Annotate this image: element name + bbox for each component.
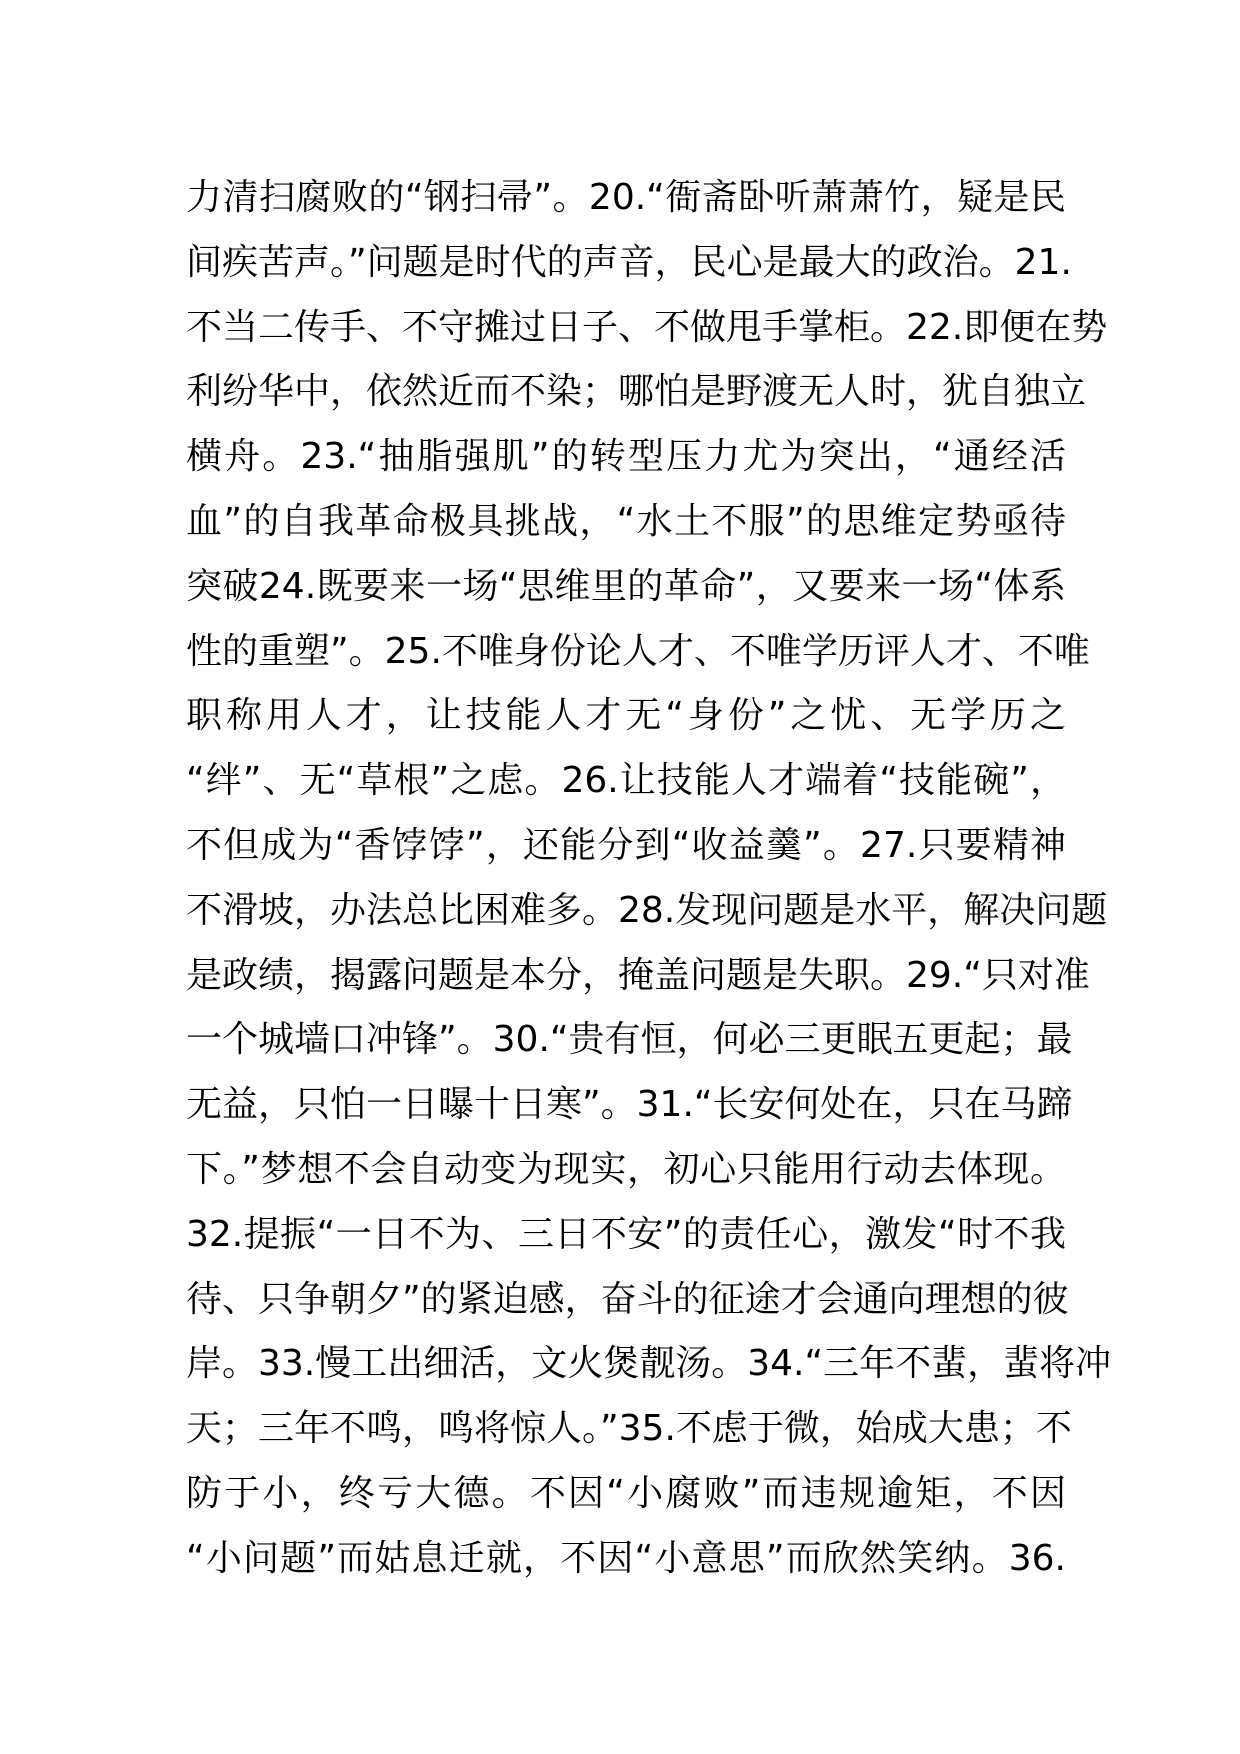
text-line: 防于小，终亏大德。不因“小腐败”而违规逾矩，不因 bbox=[186, 1472, 1066, 1514]
text-line: “绊”、无“草根”之虑。26.让技能人才端着“技能碗”， bbox=[186, 760, 1066, 802]
text-line: 待、只争朝夕”的紧迫感，奋斗的征途才会通向理想的彼 bbox=[186, 1278, 1069, 1320]
text-line: 不滑坡，办法总比困难多。28.发现问题是水平，解决问题 bbox=[186, 889, 1108, 931]
text-line: 一个城墙口冲锋”。30.“贵有恒，何必三更眠五更起；最 bbox=[186, 1019, 1073, 1061]
body-text bbox=[186, 166, 1112, 1592]
text-line: “小问题”而姑息迁就，不因“小意思”而欣然笑纳。36. bbox=[186, 1537, 1066, 1579]
text-line: 下。”梦想不会自动变为现实，初心只能用行动去体现。 bbox=[186, 1148, 1066, 1190]
text-line: 是政绩，揭露问题是本分，掩盖问题是失职。29.“只对准 bbox=[186, 954, 1090, 996]
text-line: 力清扫腐败的“钢扫帚”。20.“衙斋卧听萧萧竹，疑是民 bbox=[186, 177, 1066, 218]
text-line: 突破24.既要来一场“思维里的革命”，又要来一场“体系 bbox=[186, 565, 1066, 607]
text-line: 职称用人才，让技能人才无“身份”之忧、无学历之 bbox=[186, 695, 1066, 737]
text-line: 性的重塑”。25.不唯身份论人才、不唯学历评人才、不唯 bbox=[186, 630, 1090, 672]
text-line: 无益，只怕一日曝十日寒”。31.“长安何处在，只在马蹄 bbox=[186, 1084, 1073, 1126]
text-line: 32.提振“一日不为、三日不安”的责任心，激发“时不我 bbox=[186, 1213, 1066, 1255]
text-line: 不当二传手、不守摊过日子、不做甩手掌柜。22.即便在势 bbox=[186, 306, 1108, 348]
text-line: 横舟。23.“抽脂强肌”的转型压力尤为突出，“通经活 bbox=[186, 436, 1066, 478]
text-line: 天；三年不鸣，鸣将惊人。”35.不虑于微，始成大患；不 bbox=[186, 1408, 1072, 1450]
text-line: 血”的自我革命极具挑战，“水土不服”的思维定势亟待 bbox=[186, 500, 1066, 542]
text-line: 不但成为“香饽饽”，还能分到“收益羹”。27.只要精神 bbox=[186, 824, 1066, 866]
text-line: 间疾苦声。”问题是时代的声音，民心是最大的政治。21. bbox=[186, 241, 1072, 283]
text-line: 利纷华中，依然近而不染；哪怕是野渡无人时，犹自独立 bbox=[186, 371, 1087, 413]
text-line: 岸。33.慢工出细活，文火煲靓汤。34.“三年不蜚，蜚将冲 bbox=[186, 1343, 1112, 1385]
